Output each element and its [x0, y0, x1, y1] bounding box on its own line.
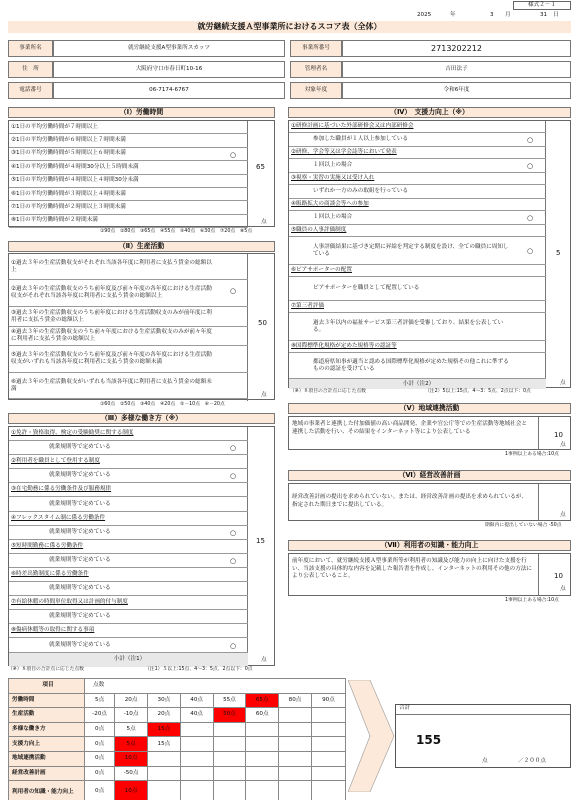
summary-cell: [213, 737, 246, 752]
section-6-unit: 点: [560, 512, 566, 518]
summary-row-label: 利用者の知識・能力向上: [9, 781, 85, 800]
section-1-item: ⑥1日の平均労働時間が３時間以上４時間未満: [9, 188, 248, 201]
section-3-sub: 就業規則等で定めている: [9, 469, 248, 483]
section-2-mark: ○: [229, 287, 237, 295]
section-4-mark: ○: [526, 247, 534, 255]
section-7-unit: 点: [560, 586, 566, 592]
section-4-item: ⑥ピアサポーターの配置: [289, 265, 546, 277]
total-box: [395, 704, 571, 768]
summary-cell: [311, 708, 345, 723]
summary-cell: [147, 751, 180, 766]
summary-cell: [213, 751, 246, 766]
summary-row-label: 支援力向上: [9, 737, 85, 752]
page-title: 就労継続支援Ａ型事業所におけるスコア表（全体）: [8, 21, 571, 33]
summary-cell: 0点: [85, 722, 115, 737]
section-4-sub: 過去３年以内の福祉サービス第三者評価を受審しており、結果を公表している。: [289, 313, 546, 341]
section-3-sub: 就業規則等で定めている: [9, 526, 248, 540]
section-5-box: [288, 416, 571, 450]
section-3-sub: 就業規則等で定めている: [9, 582, 248, 596]
section-3-unit: 点: [261, 657, 267, 663]
total-score: 155: [416, 733, 442, 747]
section-4-note: （※）８項目の合計点に応じた点数: [290, 389, 366, 394]
summary-row: [9, 751, 346, 766]
summary-cell: [147, 781, 180, 800]
summary-row-label: 生産活動: [9, 708, 85, 723]
section-4-mark: ○: [526, 162, 534, 170]
section-2-item: ⑥過去３年の生産活動収支がいずれも当該各年度に利用者に支払う賃金の総額未満: [9, 373, 248, 399]
section-4-item: ③視察・実習の実施又は受け入れ: [289, 173, 546, 185]
document-date: 2025 年 3 月 31 日: [417, 12, 559, 18]
section-1-item: ②1日の平均労働時間が６時間以上７時間未満: [9, 134, 248, 147]
section-3-mark: ○: [229, 556, 237, 565]
summary-row-label: 地域連携活動: [9, 751, 85, 766]
arrow-icon: [348, 680, 396, 792]
summary-cell: 0点: [85, 737, 115, 752]
summary-cell: 0点: [85, 781, 115, 800]
section-3-sub: 就業規則等で定めている: [9, 498, 248, 512]
summary-cell: 0点: [85, 766, 115, 781]
summary-head-item: 項目: [9, 679, 85, 694]
section-1-item: ⑧1日の平均労働時間が２時間未満: [9, 215, 248, 228]
section-1-unit: 点: [261, 219, 267, 225]
summary-cell: 20点: [147, 708, 180, 723]
summary-cell: 50点: [213, 708, 246, 723]
section-7-score: 10: [554, 572, 563, 580]
section-1-item: ④1日の平均労働時間が４時間30分以上５時間未満: [9, 161, 248, 174]
section-7-title: （Ⅶ）利用者の知識・能力向上: [288, 540, 571, 551]
form-id: 様式２－１: [513, 1, 571, 10]
summary-cell: [279, 766, 312, 781]
section-4-sub: 参加した職員が１人以上参加している: [289, 133, 546, 147]
phone-number: 06-7174-6767: [53, 82, 285, 99]
section-4-sub: 人事評価結果に基づき定期に昇給を判定する制度を設け、全ての職員に周知している: [289, 237, 546, 265]
summary-cell: 15点: [147, 722, 180, 737]
section-1-title: （Ⅰ）労働時間: [8, 107, 275, 118]
summary-cell: [311, 751, 345, 766]
summary-cell: 40点: [180, 693, 213, 708]
summary-cell: [311, 766, 345, 781]
summary-cell: 20点: [115, 693, 148, 708]
summary-row: [9, 781, 346, 800]
total-label: 合計: [396, 705, 570, 715]
summary-row-label: 経営改善計画: [9, 766, 85, 781]
summary-cell: 65点: [246, 693, 279, 708]
summary-cell: 5点: [115, 722, 148, 737]
office-name: 就労継続支援A型事業所スカッツ: [53, 40, 285, 57]
section-3-item: ⑤短時間勤務に係る労働条件: [9, 540, 248, 554]
section-3-note: （※）８項目の合計点に応じた点数: [8, 667, 84, 672]
summary-cell: [311, 737, 345, 752]
section-6-title: （Ⅵ）経営改善計画: [288, 470, 571, 481]
section-3-sub: 就業規則等で定めている: [9, 610, 248, 624]
summary-cell: [213, 766, 246, 781]
section-4-mark: ○: [526, 136, 534, 144]
section-1-item: ⑤1日の平均労働時間が４時間以上４時間30分未満: [9, 175, 248, 188]
summary-cell: 40点: [180, 708, 213, 723]
section-3-sub: 就業規則等で定めている: [9, 639, 248, 653]
summary-cell: [246, 737, 279, 752]
summary-table: [8, 678, 346, 800]
summary-cell: [180, 737, 213, 752]
section-2-table: [8, 253, 275, 400]
section-3-item: ⑦有給休暇の時間単位取得又は計画的付与制度: [9, 596, 248, 610]
summary-cell: [279, 708, 312, 723]
office-number: 2713202212: [342, 40, 571, 57]
summary-cell: [180, 781, 213, 800]
summary-cell: [246, 722, 279, 737]
address: 大阪府守口市春日町10-16: [53, 61, 285, 78]
section-5-score: 10: [554, 431, 563, 439]
section-4-sub: ピアサポーターを職員として配置している: [289, 277, 546, 301]
summary-cell: 5点: [85, 693, 115, 708]
section-4-subtotal: 小計（注2）: [289, 379, 546, 389]
summary-row: [9, 722, 346, 737]
section-3-note-rule: （注1）５以上:15点、4～3：5点、2点以下：0点: [145, 667, 253, 672]
summary-cell: [279, 751, 312, 766]
section-3-subtotal: 小計（注1）: [9, 653, 248, 667]
section-3-item: ③在宅勤務に係る労働条件及び服務規律: [9, 483, 248, 497]
summary-cell: [246, 751, 279, 766]
section-2-footer: ①60点 ②50点 ③40点 ④20点 ⑤－10点 ⑥－20点: [100, 402, 225, 407]
summary-row: [9, 737, 346, 752]
summary-cell: [279, 781, 312, 800]
section-4-item: ②研修、学会等又は学会誌等において発表: [289, 147, 546, 159]
section-3-mark: ○: [229, 528, 237, 537]
summary-cell: 10点: [115, 781, 148, 800]
section-1-table: [8, 120, 275, 227]
total-unit: 点: [482, 758, 488, 764]
address-label: 住 所: [8, 61, 53, 78]
summary-cell: 80点: [279, 693, 312, 708]
summary-cell: 60点: [246, 708, 279, 723]
section-4-title: （Ⅳ） 支援力向上（※）: [288, 107, 571, 118]
section-3-score: 15: [256, 537, 265, 545]
summary-cell: 90点: [311, 693, 345, 708]
total-max: ／２００点: [518, 758, 546, 764]
summary-cell: -20点: [85, 708, 115, 723]
section-3-sub: 就業規則等で定めている: [9, 441, 248, 455]
section-4-item: ①研修計画に基づいた外部研修会又は内部研修会: [289, 121, 546, 133]
section-3-item: ⑥時差出勤制度に係る労働条件: [9, 568, 248, 582]
section-5-unit: 点: [560, 442, 566, 448]
section-7-text: 前年度において、就労継続支援Ａ型事業所等が利用者の知識及び能力の向上に向けた支援を行い、当該支援の具体的な内容を記載した報告書を作成し、インターネットの利用その他の方法により公表していること。: [292, 558, 533, 580]
section-4-table: [288, 120, 571, 388]
section-3-mark: ○: [229, 472, 237, 481]
section-1-footer: ①90点 ②80点 ③65点 ④55点 ⑤40点 ⑥30点 ⑦20点 ⑧5点: [100, 229, 253, 234]
section-5-note: 1事例以上ある場合:10点: [505, 452, 559, 457]
target-year: 令和6年度: [342, 82, 571, 99]
summary-row-label: 多様な働き方: [9, 722, 85, 737]
summary-cell: 0点: [85, 751, 115, 766]
section-2-item: ③過去３年の生産活動収支のうち前年度における生産活動収支のみが前年度に利用者に支払う賃金の総額以上: [9, 307, 248, 327]
summary-cell: [279, 722, 312, 737]
summary-cell: 15点: [147, 737, 180, 752]
section-4-sub: いずれか一方のみの取組を行っている: [289, 185, 546, 199]
section-4-note-rule: （注2）5以上:15点、4～3：5点、2点以下：0点: [425, 389, 531, 394]
section-2-item: ②過去３年の生産活動収支のうち前年度及び前々年度の各年度における生産活動収支がそれぞれ当該各年度に利用者に支払う賃金の総額以上: [9, 280, 248, 307]
section-4-unit: 点: [560, 380, 566, 386]
section-3-item: ⑧傷病休暇等の取得に関する事項: [9, 624, 248, 638]
summary-cell: [213, 722, 246, 737]
section-1-item: ①1日の平均労働時間が７時間以上: [9, 121, 248, 134]
summary-cell: [279, 737, 312, 752]
section-3-mark: ○: [229, 641, 237, 650]
summary-cell: [246, 766, 279, 781]
summary-cell: -50点: [115, 766, 148, 781]
section-5-text: 地域の事業者と連携した付加価値の高い商品開発、企業や官公庁等での生産活動等地域社会と連携した活動を行い、その結果をインターネット等により公表している: [292, 421, 527, 435]
summary-head-score: 点数: [85, 679, 346, 694]
target-year-label: 対象年度: [290, 82, 342, 99]
section-2-item: ④過去３年の生産活動収支のうち前々年度における生産活動収支のみが前々年度に利用者に支払う賃金の総額以上: [9, 327, 248, 346]
summary-cell: [311, 722, 345, 737]
summary-cell: [246, 781, 279, 800]
section-4-item: ⑦第三者評価: [289, 301, 546, 313]
section-1-item: ③1日の平均労働時間が５時間以上６時間未満: [9, 148, 248, 161]
office-no-label: 事業所番号: [290, 40, 342, 57]
summary-cell: -10点: [115, 708, 148, 723]
section-5-title: （Ⅴ）地域連携活動: [288, 403, 571, 414]
manager-label: 管理者名: [290, 61, 342, 78]
office-name-label: 事業所名: [8, 40, 53, 57]
summary-cell: [147, 766, 180, 781]
section-1-mark: ○: [229, 151, 237, 159]
section-4-sub: 都道府県知事が適当と認める国際標準化規格が定めた規格その他これに準ずるものの認証を受けている: [289, 353, 546, 379]
summary-cell: 10点: [115, 751, 148, 766]
summary-cell: [180, 766, 213, 781]
summary-row: [9, 693, 346, 708]
section-4-item: ④販路拡大の商談会等への参加: [289, 199, 546, 211]
section-3-title: （Ⅲ）多様な働き方（※）: [8, 413, 275, 424]
summary-cell: [311, 781, 345, 800]
summary-row: [9, 766, 346, 781]
section-2-item: ⑤過去３年の生産活動収支のうち前年度及び前々年度の各年度における生産活動収支がいずれも当該各年度に利用者に支払う賃金の総額未満: [9, 346, 248, 373]
summary-cell: 30点: [147, 693, 180, 708]
section-2-score: 50: [258, 319, 267, 327]
section-4-item: ⑤職員の人事評価制度: [289, 225, 546, 237]
summary-cell: 5点: [115, 737, 148, 752]
manager-name: 吉田法子: [342, 61, 571, 78]
section-4-item: ⑧国際標準化規格が定めた規格等の認証等: [289, 341, 546, 353]
section-6-text: 経営改善計画の提出を求められていない。または、経営改善計画の提出を求められているが、指定された期日までに提出している。: [292, 494, 527, 508]
section-3-sub: 就業規則等で定めている: [9, 554, 248, 568]
section-6-box: [288, 483, 571, 521]
section-3-item: ②利用者を職員として登用する制度: [9, 455, 248, 469]
summary-row-label: 労働時間: [9, 693, 85, 708]
section-4-score: 5: [556, 249, 561, 257]
section-2-title: （Ⅱ）生産活動: [8, 241, 275, 252]
section-6-note: 期限内に提出していない場合 -50点: [485, 523, 562, 528]
section-3-table: [8, 426, 275, 666]
section-7-note: 1事例以上ある場合:10点: [505, 598, 559, 603]
section-3-item: ④フレックスタイム制に係る労働条件: [9, 512, 248, 526]
phone-label: 電話番号: [8, 82, 53, 99]
section-3-mark: ○: [229, 444, 237, 453]
section-7-box: [288, 553, 571, 596]
section-2-unit: 点: [261, 392, 267, 398]
summary-cell: [213, 781, 246, 800]
section-4-mark: ○: [526, 214, 534, 222]
section-1-score: 65: [256, 163, 265, 171]
summary-cell: [180, 722, 213, 737]
summary-cell: [180, 751, 213, 766]
summary-row: [9, 708, 346, 723]
section-4-sub: １回以上の場合: [289, 159, 546, 173]
section-1-item: ⑦1日の平均労働時間が２時間以上３時間未満: [9, 201, 248, 214]
summary-cell: 55点: [213, 693, 246, 708]
section-4-sub: １回以上の場合: [289, 211, 546, 225]
section-3-item: ①免許・資格取得、検定の受験勧奨に関する制度: [9, 427, 248, 441]
section-2-item: ①過去３年の生産活動収支がそれぞれ当該各年度に利用者に支払う賃金の総額以上: [9, 254, 248, 280]
